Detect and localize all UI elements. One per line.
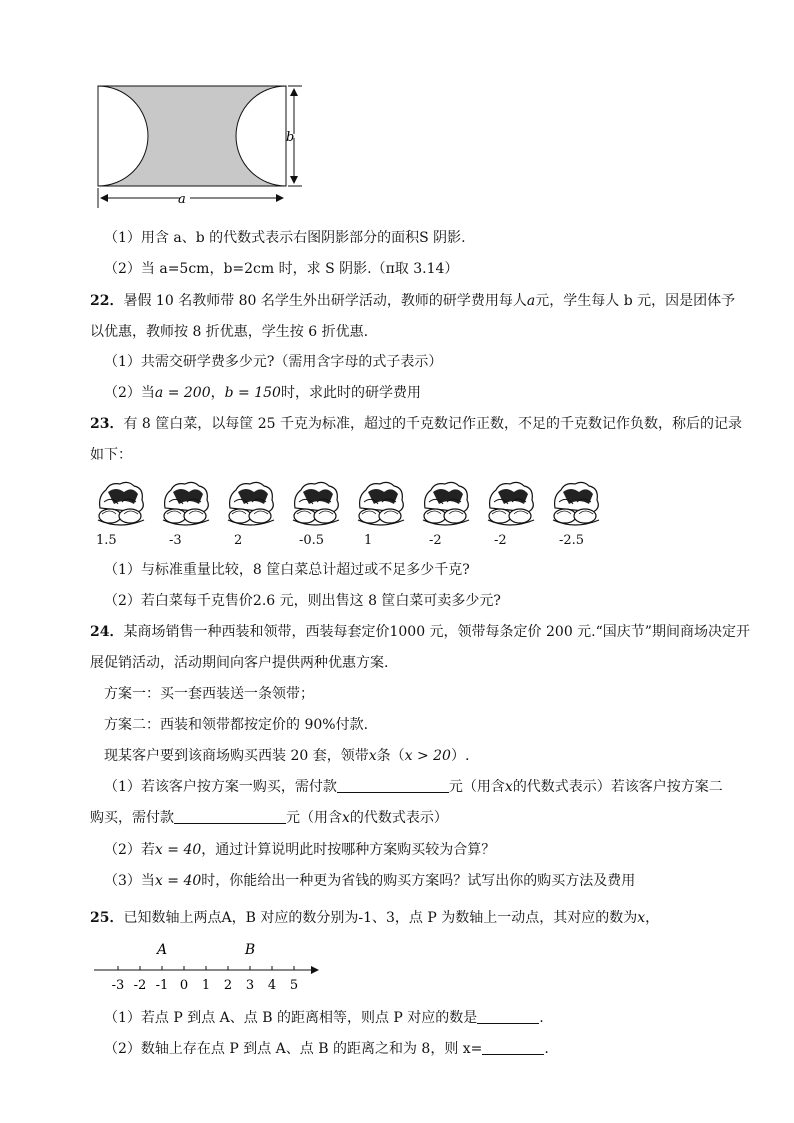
answer-blank-x[interactable] (482, 1040, 544, 1055)
cabbage-record (159, 478, 219, 552)
shaded-region-figure (90, 78, 310, 218)
q24-part2: （2）若x = 40，通过计算说明此时按哪种方案购买较为合算？ (104, 842, 496, 858)
axis-tick-label: -3 (111, 978, 125, 993)
q24-plan1: 方案一：买一套西装送一条领带； (104, 686, 314, 702)
q23-line1: 23．有 8 筐白菜，以每筐 25 千克为标准，超过的千克数记作正数，不足的千克数记作负数，称后的记录 (90, 416, 743, 432)
q25-part1: （1）若点 P 到点 A、点 B 的距离相等，则点 P 对应的数是 . (104, 1010, 544, 1026)
q21-part2: （2）当 a=5cm，b=2cm 时，求 S 阴影.（π取 3.14） (104, 261, 459, 277)
cabbage-record (484, 478, 544, 552)
cabbage-record (289, 478, 349, 552)
q24-line2: 展促销活动，活动期间向客户提供两种优惠方案. (90, 655, 389, 671)
axis-tick-label: 3 (245, 978, 255, 993)
axis-tick-label: 5 (289, 978, 299, 993)
axis-tick-label: -1 (155, 978, 169, 993)
answer-blank-p[interactable] (477, 1009, 539, 1024)
q24-condition: 现某客户要到该商场购买西装 20 套，领带x条（x > 20）. (104, 748, 470, 764)
q22-line1: 22．暑假 10 名教师带 80 名学生外出研学活动，教师的研学费用每人a元，学生每人 b 元，因是团体予 (90, 293, 736, 309)
q24-number: 24． (90, 624, 124, 640)
q24-part3: （3）当x = 40时，你能给出一种更为省钱的购买方案吗？试写出你的购买方法及费用 (104, 873, 636, 889)
cabbage-basket-icon (94, 478, 148, 528)
record-value: -2 (429, 533, 442, 548)
answer-blank-plan1[interactable] (337, 778, 449, 793)
cabbage-basket-icon (484, 478, 538, 528)
cabbage-basket-icon (289, 478, 343, 528)
axis-tick-label: 1 (201, 978, 211, 993)
record-value: 2 (234, 533, 243, 548)
q24-plan2: 方案二：西装和领带都按定价的 90%付款. (104, 717, 369, 733)
record-value: -2.5 (559, 533, 585, 548)
number-line (90, 938, 340, 994)
q22-part1: （1）共需交研学费多少元?（需用含字母的式子表示） (104, 354, 443, 370)
point-label: B (244, 942, 256, 958)
axis-tick-label: 4 (267, 978, 277, 993)
record-value: -2 (494, 533, 507, 548)
q24-part1-line1: （1）若该客户按方案一购买，需付款 元（用含x的代数式表示）若该客户按方案二 (104, 779, 723, 795)
axis-tick-label: 2 (223, 978, 233, 993)
record-value: -0.5 (299, 533, 325, 548)
cabbage-basket-icon (354, 478, 408, 528)
cabbage-basket-icon (159, 478, 213, 528)
q24-part1-line2: 购买，需付款 元（用含x的代数式表示） (90, 810, 448, 826)
label-a: a (178, 192, 186, 207)
q24-line1: 24．某商场销售一种西装和领带，西装每套定价1000 元，领带每条定价 200 元.“国庆节”期间商场决定开 (90, 624, 750, 640)
q22-line2: 以优惠，教师按 8 折优惠，学生按 6 折优惠. (90, 324, 369, 340)
cabbage-records-row (94, 478, 614, 552)
cabbage-record (419, 478, 479, 552)
record-value: 1 (364, 533, 373, 548)
q25-number: 25． (90, 910, 124, 926)
axis-tick-label: -2 (133, 978, 147, 993)
label-b: b (286, 130, 295, 145)
cabbage-record (94, 478, 154, 552)
axis-tick-label: 0 (179, 978, 189, 993)
q23-line2: 如下： (90, 447, 132, 463)
q25-part2: （2）数轴上存在点 P 到点 A、点 B 的距离之和为 8，则 x= . (104, 1041, 549, 1057)
cabbage-basket-icon (224, 478, 278, 528)
cabbage-basket-icon (549, 478, 603, 528)
answer-blank-plan2[interactable] (174, 809, 286, 824)
q23-number: 23． (90, 416, 124, 432)
cabbage-record (354, 478, 414, 552)
point-label: A (156, 942, 168, 958)
q21-part1: （1）用含 a、b 的代数式表示右图阴影部分的面积S 阴影. (104, 230, 466, 246)
q23-part1: （1）与标准重量比较，8 筐白菜总计超过或不足多少千克? (104, 562, 470, 578)
q25-line1: 25．已知数轴上两点A，B 对应的数分别为-1、3，点 P 为数轴上一动点，其对应的数为x， (90, 910, 660, 926)
cabbage-basket-icon (419, 478, 473, 528)
q23-part2: （2）若白菜每千克售价2.6 元，则出售这 8 筐白菜可卖多少元? (104, 593, 501, 609)
record-value: -3 (169, 533, 182, 548)
q22-part2: （2）当a = 200，b = 150时，求此时的研学费用 (104, 385, 421, 401)
cabbage-record (549, 478, 609, 552)
cabbage-record (224, 478, 284, 552)
record-value: 1.5 (96, 533, 117, 548)
q22-number: 22． (90, 293, 124, 309)
